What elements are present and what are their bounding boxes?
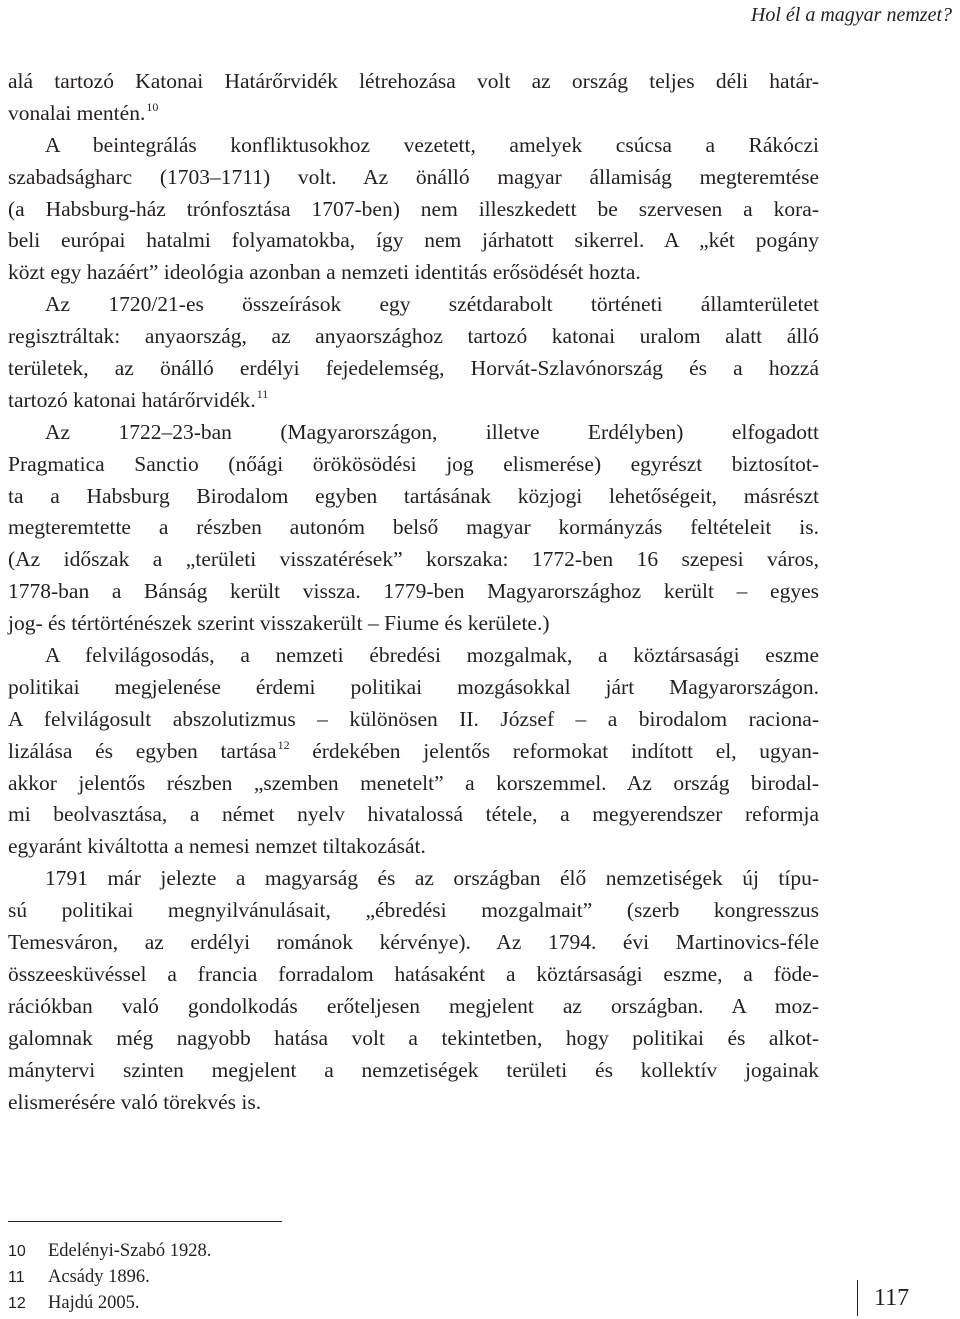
text-line <box>8 895 819 927</box>
text-line <box>8 225 819 257</box>
text-line <box>8 863 819 895</box>
text-line-content: 1791 már jelezte a magyarság és az országban élő nemzetiségek új típu- <box>45 866 819 891</box>
text-line <box>8 449 819 481</box>
text-line-content: akkor jelentős részben „szemben menetelt” a korszemmel. Az ország birodal- <box>8 770 819 795</box>
footnote-number: 11 <box>8 1269 25 1286</box>
text-line <box>8 417 819 449</box>
text-line-content: Pragmatica Sanctio (nőági örökösödési jog elismerése) egyrészt biztosítot- <box>8 451 819 476</box>
text-line <box>8 831 819 863</box>
footnotes <box>8 1238 211 1316</box>
text-line <box>8 162 819 194</box>
text-line-content: regisztráltak: anyaország, az anyaországhoz tartozó katonai uralom alatt álló <box>8 324 819 349</box>
text-line <box>8 704 819 736</box>
text-line <box>8 66 819 98</box>
text-line-content: jog- és tértörténészek szerint visszakerült – Fiume és kerülete.) <box>8 611 550 636</box>
text-line-content: alá tartozó Katonai Határőrvidék létrehozása volt az ország teljes déli határ- <box>8 69 819 93</box>
page-number: 117 <box>857 1280 909 1316</box>
text-line <box>8 257 819 289</box>
text-line-content: beli európai hatalmi folyamatokba, így nem járhatott sikerrel. A „két pogány <box>8 228 819 253</box>
text-line-content: galomnak még nagyobb hatása volt a tekintetben, hogy politikai és alkot- <box>8 1025 819 1050</box>
text-line <box>8 194 819 226</box>
text-line-content: Temesváron, az erdélyi románok kérvénye). Az 1794. évi Martinovics-féle <box>8 930 819 955</box>
footnote-rule <box>8 1221 282 1222</box>
text-line <box>8 544 819 576</box>
text-line <box>8 799 819 831</box>
text-line <box>8 385 819 417</box>
text-line-content: vonalai mentén. <box>8 100 146 125</box>
text-line <box>8 512 819 544</box>
text-line <box>8 289 819 321</box>
text-line-content: sú politikai megnyilvánulásait, „ébredési mozgalmait” (szerb kongresszus <box>8 898 819 923</box>
text-line <box>8 353 819 385</box>
footnote-reference[interactable]: 12 <box>277 737 290 752</box>
text-line-content: Az 1720/21-es összeírások egy szétdarabolt történeti államterületet <box>45 292 819 317</box>
text-line <box>8 98 819 130</box>
text-line-content: egyaránt kiváltotta a nemesi nemzet tiltakozását. <box>8 834 426 859</box>
text-line-content: mi beolvasztása, a német nyelv hivatalossá tétele, a megyerendszer reformja <box>8 802 819 827</box>
footnote-number: 10 <box>8 1243 26 1260</box>
footnote-text: Acsády 1896. <box>48 1267 150 1287</box>
text-line <box>8 640 819 672</box>
text-line <box>8 130 819 162</box>
text-line-content: érdekében jelentős reformokat indított el, ugyan- <box>289 738 819 763</box>
footnote <box>8 1238 211 1264</box>
text-line-content: mánytervi szinten megjelent a nemzetiségek területi és kollektív jogainak <box>8 1057 819 1082</box>
text-line-content: politikai megjelenése érdemi politikai mozgásokkal járt Magyarországon. <box>8 674 819 699</box>
text-line-content: közt egy hazáért” ideológia azonban a nemzeti identitás erősödését hozta. <box>8 260 641 285</box>
footnote <box>8 1290 211 1316</box>
text-line-content: rációkban való gondolkodás erőteljesen megjelent az országban. A moz- <box>8 993 819 1018</box>
text-line-content: megteremtette a részben autonóm belső magyar kormányzás feltételeit is. <box>8 515 819 540</box>
text-line-content: lizálása és egyben tartása <box>8 738 277 763</box>
footnote-reference[interactable]: 11 <box>256 386 269 401</box>
text-line <box>8 481 819 513</box>
footnote-number: 12 <box>8 1295 26 1312</box>
body-text <box>8 66 819 1118</box>
text-line <box>8 927 819 959</box>
text-line-content: ta a Habsburg Birodalom egyben tartásának közjogi lehetőségeit, másrészt <box>8 483 819 508</box>
text-line-content: (Az időszak a „területi visszatérések” korszaka: 1772-ben 16 szepesi város, <box>8 547 819 572</box>
text-line-content: 1778-ban a Bánság került vissza. 1779-ben Magyarországhoz került – egyes <box>8 579 819 604</box>
text-line-content: összeesküvéssel a francia forradalom hatásaként a köztársasági eszme, a föde- <box>8 961 819 986</box>
text-line <box>8 576 819 608</box>
footnote-text: Edelényi-Szabó 1928. <box>48 1241 212 1261</box>
text-line-content: tartozó katonai határőrvidék. <box>8 387 256 412</box>
text-line <box>8 672 819 704</box>
text-line <box>8 768 819 800</box>
text-line-content: A felvilágosult abszolutizmus – különösen II. József – a birodalom raciona- <box>8 706 819 731</box>
text-line <box>8 959 819 991</box>
text-line-content: szabadságharc (1703–1711) volt. Az önálló magyar államiság megteremtése <box>8 164 819 189</box>
text-line <box>8 321 819 353</box>
text-line <box>8 991 819 1023</box>
text-line <box>8 608 819 640</box>
footnote <box>8 1264 211 1290</box>
text-line-content: A felvilágosodás, a nemzeti ébredési mozgalmak, a köztársasági eszme <box>45 643 819 668</box>
footnote-text: Hajdú 2005. <box>48 1293 140 1313</box>
text-line <box>8 1055 819 1087</box>
footnote-reference[interactable]: 10 <box>146 99 159 114</box>
text-line-content: területek, az önálló erdélyi fejedelemség, Horvát-Szlavónország és a hozzá <box>8 356 819 381</box>
text-line-content: elismerésére való törekvés is. <box>8 1089 262 1114</box>
text-line-content: Az 1722–23-ban (Magyarországon, illetve Erdélyben) elfogadott <box>45 419 819 444</box>
text-line <box>8 736 819 768</box>
text-line <box>8 1023 819 1055</box>
text-line <box>8 1087 819 1119</box>
running-head: Hol él a magyar nemzet? <box>750 4 952 26</box>
text-line-content: A beintegrálás konfliktusokhoz vezetett, amelyek csúcsa a Rákóczi <box>45 132 819 157</box>
text-line-content: (a Habsburg-ház trónfosztása 1707-ben) nem illeszkedett be szervesen a kora- <box>8 196 819 221</box>
